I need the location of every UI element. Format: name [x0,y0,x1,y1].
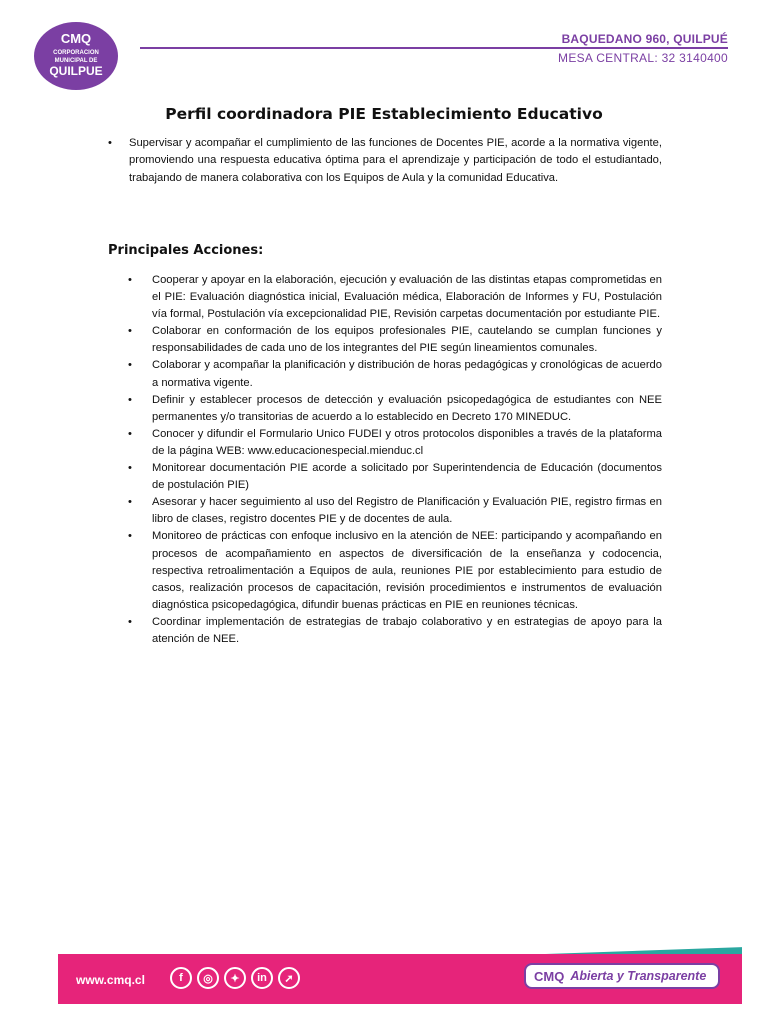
instagram-icon[interactable]: ◎ [197,967,219,989]
facebook-icon[interactable]: f [170,967,192,989]
social-icons [170,967,300,989]
header-phone: MESA CENTRAL: 32 3140400 [558,51,728,65]
bullet-icon: • [128,427,132,440]
header-address: BAQUEDANO 960, QUILPUÉ [561,32,728,46]
bullet-icon: • [128,462,132,475]
badge-brand: CMQ [534,968,565,984]
svg-text:CMQ: CMQ [60,31,92,46]
action-item [128,426,662,460]
bullet-icon: • [128,615,132,628]
bullet-icon: • [128,274,132,286]
svg-text:CORPORACION: CORPORACION [53,50,99,56]
intro-list [108,135,662,187]
header-divider [140,47,728,49]
action-text: Monitoreo de prácticas con enfoque inclusivo en la atención de NEE: participando y acompañando en procesos de acompañamiento en aspectos de diversificación de la enseñanza y codocencia, respectiva retroalimentación a Equipos de aula, reuniones PIE por establecimiento para estudio de casos, realización procesos de capacitación, revisión procedimientos e instrumentos de evaluación diagnóstica psicopedagógica, difundir buenas prácticas en PIE en reuniones técnicas. [152,530,662,611]
action-item [128,272,662,323]
section-title: Principales Acciones: [108,243,264,258]
action-text: Definir y establecer procesos de detección y evaluación psicopedagógica de estudiantes con NEE permanentes y/o transitorias de acuerdo a lo establecido en Decreto 170 MINEDUC. [152,393,662,423]
bullet-icon: • [128,359,132,372]
cmq-logo [32,18,120,90]
action-item [128,460,662,494]
cursor-icon[interactable]: ➚ [278,967,300,989]
linkedin-icon[interactable]: in [251,967,273,989]
action-item [128,323,662,357]
action-item [128,357,662,391]
badge-slogan: Abierta y Transparente [570,969,707,983]
bullet-icon: • [128,325,132,338]
intro-item: • Supervisar y acompañar el cumplimiento de las funciones de Docentes PIE, acorde a la normativa vigente, promoviendo una respuesta educativa óptima para el aprendizaje y participación de todo el estudiantado, trabajando de manera colaborativa con los Equipos de Aula y la comunidad Educativa. [108,135,662,187]
action-text: Asesorar y hacer seguimiento al uso del Registro de Planificación y Evaluación PIE, registro firmas en libro de clases, registro docentes PIE y de docentes de aula. [152,496,662,526]
bullet-icon: • [128,530,132,543]
action-text: Monitorear documentación PIE acorde a solicitado por Superintendencia de Educación (documentos de postulación PIE) [152,462,662,492]
svg-text:MUNICIPAL DE: MUNICIPAL DE [54,58,98,64]
document-title: Perfil coordinadora PIE Establecimiento Educativo [165,105,603,123]
transparency-badge[interactable] [524,963,720,989]
action-item [128,528,662,613]
actions-list [128,272,662,648]
action-item [128,614,662,648]
action-text: Conocer y difundir el Formulario Unico FUDEI y otros protocolos disponibles a través de la plataforma de la página WEB: www.educacionespecial.mienduc.cl [152,427,662,457]
action-item [128,392,662,426]
action-text: Colaborar en conformación de los equipos profesionales PIE, cautelando se cumplan funciones y responsabilidades de cada uno de los integrantes del PIE según lineamientos comunales. [152,325,662,355]
action-text: Coordinar implementación de estrategias de trabajo colaborativo y en estrategias de apoyo para la atención de NEE. [152,615,662,645]
footer-website-link[interactable]: www.cmq.cl [76,973,145,987]
bullet-icon: • [128,496,132,509]
action-text: Cooperar y apoyar en la elaboración, ejecución y evaluación de las distintas etapas comprometidas en el PIE: Evaluación diagnóstica inicial, Evaluación médica, Elaboración de Informes y FU, Postulación vía formal, Postulación vía excepcionalidad PIE, Revisión carpetas documentación por estudiante PIE. [152,274,662,321]
twitter-icon[interactable]: ✦ [224,967,246,989]
action-item [128,494,662,528]
bullet-icon: • [128,393,132,406]
svg-text:QUILPUE: QUILPUE [49,64,103,78]
action-text: Colaborar y acompañar la planificación y distribución de horas pedagógicas y cronológicas de acuerdo a normativa vigente. [152,359,662,389]
